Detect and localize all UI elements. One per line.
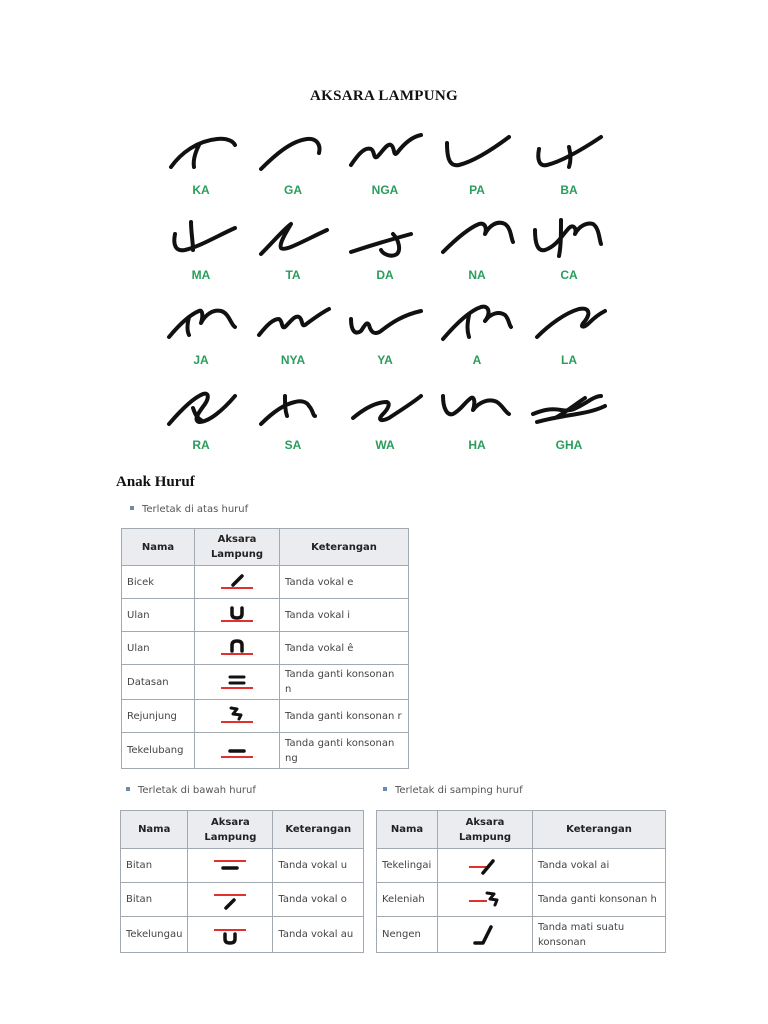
- table-row: [122, 665, 409, 700]
- table-row: [122, 566, 409, 599]
- glyph-label: NA: [468, 268, 486, 282]
- table-row: [121, 917, 364, 953]
- col-nama: Nama: [377, 811, 438, 849]
- col-nama: Nama: [121, 811, 188, 849]
- table-side: [376, 810, 666, 953]
- glyph-label: NGA: [371, 183, 399, 197]
- glyph-label: GHA: [555, 438, 583, 452]
- cell-aksara: [195, 700, 280, 733]
- table-below: [120, 810, 364, 953]
- cell-nama: Ulan: [122, 599, 195, 632]
- cell-nama: Bitan: [121, 883, 188, 917]
- glyph-cell-ga: [247, 125, 339, 210]
- glyph-label: SA: [284, 438, 302, 452]
- ha-glyph-icon: [435, 380, 519, 434]
- glyph-cell-ta: [247, 210, 339, 295]
- cell-aksara: [195, 632, 280, 665]
- bullet-below-text: Terletak di bawah huruf: [138, 785, 256, 796]
- table-row: [121, 849, 364, 883]
- cell-nama: Bitan: [121, 849, 188, 883]
- cell-aksara: [188, 917, 273, 953]
- glyph-cell-nya: [247, 295, 339, 380]
- glyph-cell-gha: [523, 380, 615, 465]
- keleniah-mark-icon: [463, 889, 507, 911]
- cell-keterangan: Tanda vokal u: [273, 849, 364, 883]
- table-row: [121, 883, 364, 917]
- cell-aksara: [188, 849, 273, 883]
- cell-nama: Datasan: [122, 665, 195, 700]
- bullet-above: [130, 504, 248, 515]
- cell-keterangan: Tanda vokal au: [273, 917, 364, 953]
- rejunjung-mark-icon: [217, 705, 257, 727]
- la-glyph-icon: [527, 295, 611, 349]
- glyph-label: GA: [284, 183, 302, 197]
- glyph-label: KA: [192, 183, 210, 197]
- glyph-label: CA: [560, 268, 578, 282]
- cell-nama: Bicek: [122, 566, 195, 599]
- wa-glyph-icon: [343, 380, 427, 434]
- col-keterangan: Keterangan: [533, 811, 666, 849]
- glyph-label: MA: [191, 268, 211, 282]
- cell-aksara: [438, 883, 533, 917]
- cell-aksara: [195, 733, 280, 769]
- col-nama: Nama: [122, 529, 195, 566]
- bullet-side-text: Terletak di samping huruf: [395, 785, 523, 796]
- tekelubang-mark-icon: [217, 740, 257, 762]
- glyph-label: A: [472, 353, 482, 367]
- ca-glyph-icon: [527, 210, 611, 264]
- cell-aksara: [195, 665, 280, 700]
- cell-nama: Nengen: [377, 917, 438, 953]
- glyph-label: LA: [561, 353, 577, 367]
- gha-glyph-icon: [527, 380, 611, 434]
- glyph-cell-ca: [523, 210, 615, 295]
- cell-nama: Tekelungau: [121, 917, 188, 953]
- col-aksara: Aksara Lampung: [195, 529, 280, 566]
- ra-glyph-icon: [159, 380, 243, 434]
- table-row: [377, 917, 666, 953]
- nya-glyph-icon: [251, 295, 335, 349]
- ulan-i-mark-icon: [217, 604, 257, 626]
- ta-glyph-icon: [251, 210, 335, 264]
- glyph-label: NYA: [280, 353, 306, 367]
- glyph-label: YA: [377, 353, 393, 367]
- glyph-label: RA: [192, 438, 210, 452]
- bicek-mark-icon: [217, 571, 257, 593]
- glyph-cell-da: [339, 210, 431, 295]
- glyph-cell-na: [431, 210, 523, 295]
- glyph-cell-wa: [339, 380, 431, 465]
- nga-glyph-icon: [343, 125, 427, 179]
- cell-keterangan: Tanda ganti konsonan r: [280, 700, 409, 733]
- nengen-mark-icon: [463, 923, 507, 947]
- ulan-e-mark-icon: [217, 637, 257, 659]
- glyph-cell-sa: [247, 380, 339, 465]
- cell-nama: Rejunjung: [122, 700, 195, 733]
- col-aksara: Aksara Lampung: [188, 811, 273, 849]
- na-glyph-icon: [435, 210, 519, 264]
- col-aksara: Aksara Lampung: [438, 811, 533, 849]
- table-row: [122, 632, 409, 665]
- glyph-cell-nga: [339, 125, 431, 210]
- glyph-cell-ha: [431, 380, 523, 465]
- cell-nama: Ulan: [122, 632, 195, 665]
- table-row: [122, 599, 409, 632]
- cell-keterangan: Tanda vokal o: [273, 883, 364, 917]
- glyph-cell-pa: [431, 125, 523, 210]
- glyph-label: JA: [193, 353, 209, 367]
- glyph-cell-ka: [155, 125, 247, 210]
- bitan-o-mark-icon: [210, 889, 250, 911]
- bullet-square-icon: [126, 787, 130, 791]
- glyph-label: DA: [376, 268, 394, 282]
- tekelingai-mark-icon: [463, 855, 507, 877]
- bullet-square-icon: [130, 506, 134, 510]
- glyph-label: WA: [375, 438, 395, 452]
- ma-glyph-icon: [159, 210, 243, 264]
- sa-glyph-icon: [251, 380, 335, 434]
- cell-keterangan: Tanda ganti konsonan n: [280, 665, 409, 700]
- glyph-cell-la: [523, 295, 615, 380]
- bullet-side: [383, 785, 523, 796]
- cell-nama: Keleniah: [377, 883, 438, 917]
- cell-nama: Tekelingai: [377, 849, 438, 883]
- cell-keterangan: Tanda vokal e: [280, 566, 409, 599]
- pa-glyph-icon: [435, 125, 519, 179]
- cell-keterangan: Tanda vokal i: [280, 599, 409, 632]
- glyph-label: PA: [469, 183, 485, 197]
- glyph-label: BA: [560, 183, 578, 197]
- table-row: [377, 883, 666, 917]
- cell-aksara: [188, 883, 273, 917]
- glyph-cell-ya: [339, 295, 431, 380]
- da-glyph-icon: [343, 210, 427, 264]
- datasan-mark-icon: [217, 671, 257, 693]
- glyph-cell-ra: [155, 380, 247, 465]
- cell-keterangan: Tanda mati suatu konsonan: [533, 917, 666, 953]
- cell-aksara: [195, 599, 280, 632]
- section-heading: Anak Huruf: [116, 474, 195, 490]
- ja-glyph-icon: [159, 295, 243, 349]
- cell-aksara: [438, 849, 533, 883]
- glyph-label: TA: [285, 268, 301, 282]
- glyph-cell-a: [431, 295, 523, 380]
- bitan-u-mark-icon: [210, 855, 250, 877]
- bullet-square-icon: [383, 787, 387, 791]
- cell-keterangan: Tanda ganti konsonan ng: [280, 733, 409, 769]
- cell-keterangan: Tanda vokal ai: [533, 849, 666, 883]
- page-title: AKSARA LAMPUNG: [310, 88, 458, 104]
- cell-aksara: [438, 917, 533, 953]
- a-glyph-icon: [435, 295, 519, 349]
- cell-aksara: [195, 566, 280, 599]
- glyph-cell-ma: [155, 210, 247, 295]
- col-keterangan: Keterangan: [273, 811, 364, 849]
- table-row: [122, 733, 409, 769]
- glyph-label: HA: [468, 438, 486, 452]
- bullet-below: [126, 785, 256, 796]
- tekelungau-mark-icon: [210, 924, 250, 946]
- table-row: [377, 849, 666, 883]
- ga-glyph-icon: [251, 125, 335, 179]
- cell-nama: Tekelubang: [122, 733, 195, 769]
- table-row: [122, 700, 409, 733]
- cell-keterangan: Tanda ganti konsonan h: [533, 883, 666, 917]
- ya-glyph-icon: [343, 295, 427, 349]
- ba-glyph-icon: [527, 125, 611, 179]
- bullet-above-text: Terletak di atas huruf: [142, 504, 249, 515]
- cell-keterangan: Tanda vokal ê: [280, 632, 409, 665]
- glyph-cell-ja: [155, 295, 247, 380]
- glyph-cell-ba: [523, 125, 615, 210]
- col-keterangan: Keterangan: [280, 529, 409, 566]
- ka-glyph-icon: [159, 125, 243, 179]
- table-above: [121, 528, 409, 769]
